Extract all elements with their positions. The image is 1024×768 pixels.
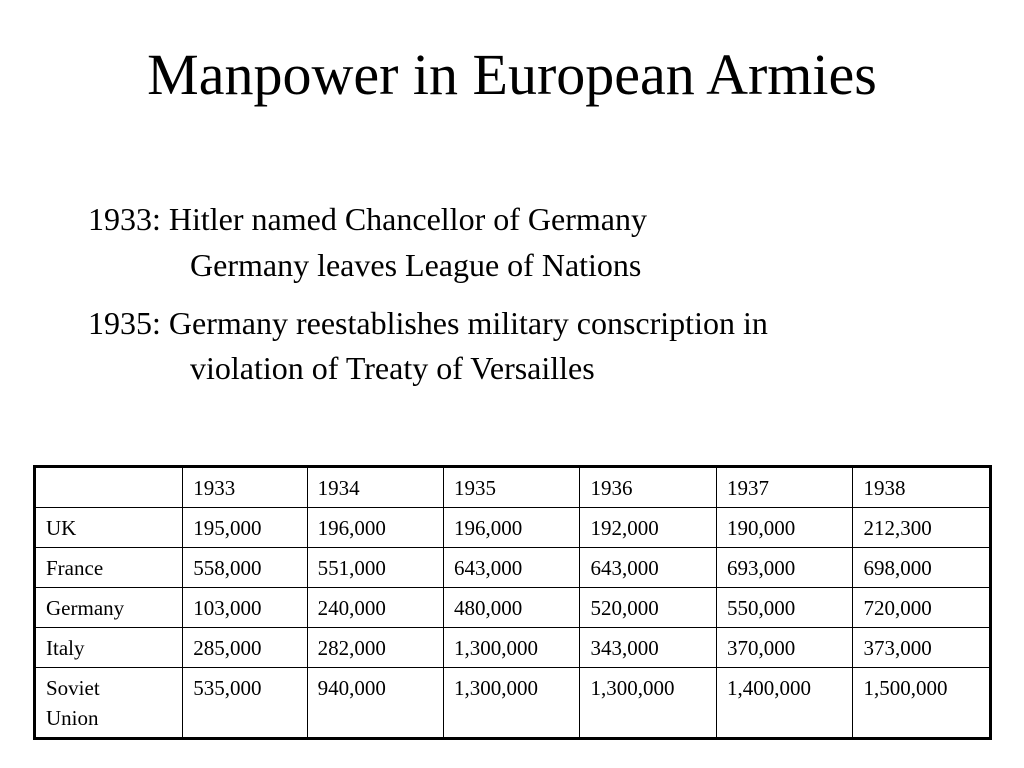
header-cell-1935: 1935 bbox=[443, 467, 580, 508]
bullet-1935-conscription-continued: violation of Treaty of Versailles bbox=[190, 350, 595, 386]
table-cell: 343,000 bbox=[580, 628, 717, 668]
table-cell: 373,000 bbox=[853, 628, 991, 668]
bullet-list bbox=[88, 196, 988, 390]
table-cell: 550,000 bbox=[716, 588, 853, 628]
table-cell: 643,000 bbox=[580, 548, 717, 588]
table-cell: 558,000 bbox=[183, 548, 307, 588]
table-cell: 212,300 bbox=[853, 508, 991, 548]
row-label-line-1: Soviet bbox=[46, 676, 100, 700]
manpower-table bbox=[33, 465, 992, 740]
table-cell: 1,300,000 bbox=[580, 668, 717, 739]
table-row-france bbox=[35, 548, 991, 588]
row-label: France bbox=[35, 548, 183, 588]
table-cell: 285,000 bbox=[183, 628, 307, 668]
row-label bbox=[35, 668, 183, 739]
table-cell: 693,000 bbox=[716, 548, 853, 588]
table-row-soviet-union bbox=[35, 668, 991, 739]
header-cell-1934: 1934 bbox=[307, 467, 443, 508]
header-cell-1933: 1933 bbox=[183, 467, 307, 508]
table-cell: 103,000 bbox=[183, 588, 307, 628]
row-label-line-2: Union bbox=[46, 706, 99, 730]
header-cell-1938: 1938 bbox=[853, 467, 991, 508]
table-cell: 240,000 bbox=[307, 588, 443, 628]
table-cell: 698,000 bbox=[853, 548, 991, 588]
table-cell: 195,000 bbox=[183, 508, 307, 548]
table-cell: 551,000 bbox=[307, 548, 443, 588]
row-label: Germany bbox=[35, 588, 183, 628]
slide-title: Manpower in European Armies bbox=[147, 42, 877, 107]
table-cell: 196,000 bbox=[307, 508, 443, 548]
bullet-1933-league: Germany leaves League of Nations bbox=[190, 247, 642, 283]
table-cell: 190,000 bbox=[716, 508, 853, 548]
row-label: Italy bbox=[35, 628, 183, 668]
header-cell-1937: 1937 bbox=[716, 467, 853, 508]
table-cell: 1,400,000 bbox=[716, 668, 853, 739]
table-cell: 196,000 bbox=[443, 508, 580, 548]
table-cell: 1,300,000 bbox=[443, 628, 580, 668]
row-label: UK bbox=[35, 508, 183, 548]
table-header-row bbox=[35, 467, 991, 508]
table-cell: 535,000 bbox=[183, 668, 307, 739]
bullet-1935-conscription: 1935: Germany reestablishes military conscription in bbox=[88, 305, 768, 341]
table-cell: 1,300,000 bbox=[443, 668, 580, 739]
table-cell: 282,000 bbox=[307, 628, 443, 668]
table-cell: 1,500,000 bbox=[853, 668, 991, 739]
table-cell: 720,000 bbox=[853, 588, 991, 628]
table-cell: 370,000 bbox=[716, 628, 853, 668]
bullet-1933-chancellor: 1933: Hitler named Chancellor of Germany bbox=[88, 201, 647, 237]
table-row-uk bbox=[35, 508, 991, 548]
table-cell: 520,000 bbox=[580, 588, 717, 628]
table-cell: 643,000 bbox=[443, 548, 580, 588]
header-cell-1936: 1936 bbox=[580, 467, 717, 508]
table-row-italy bbox=[35, 628, 991, 668]
table-cell: 192,000 bbox=[580, 508, 717, 548]
table-cell: 480,000 bbox=[443, 588, 580, 628]
header-cell-empty bbox=[35, 467, 183, 508]
table-cell: 940,000 bbox=[307, 668, 443, 739]
table-row-germany bbox=[35, 588, 991, 628]
